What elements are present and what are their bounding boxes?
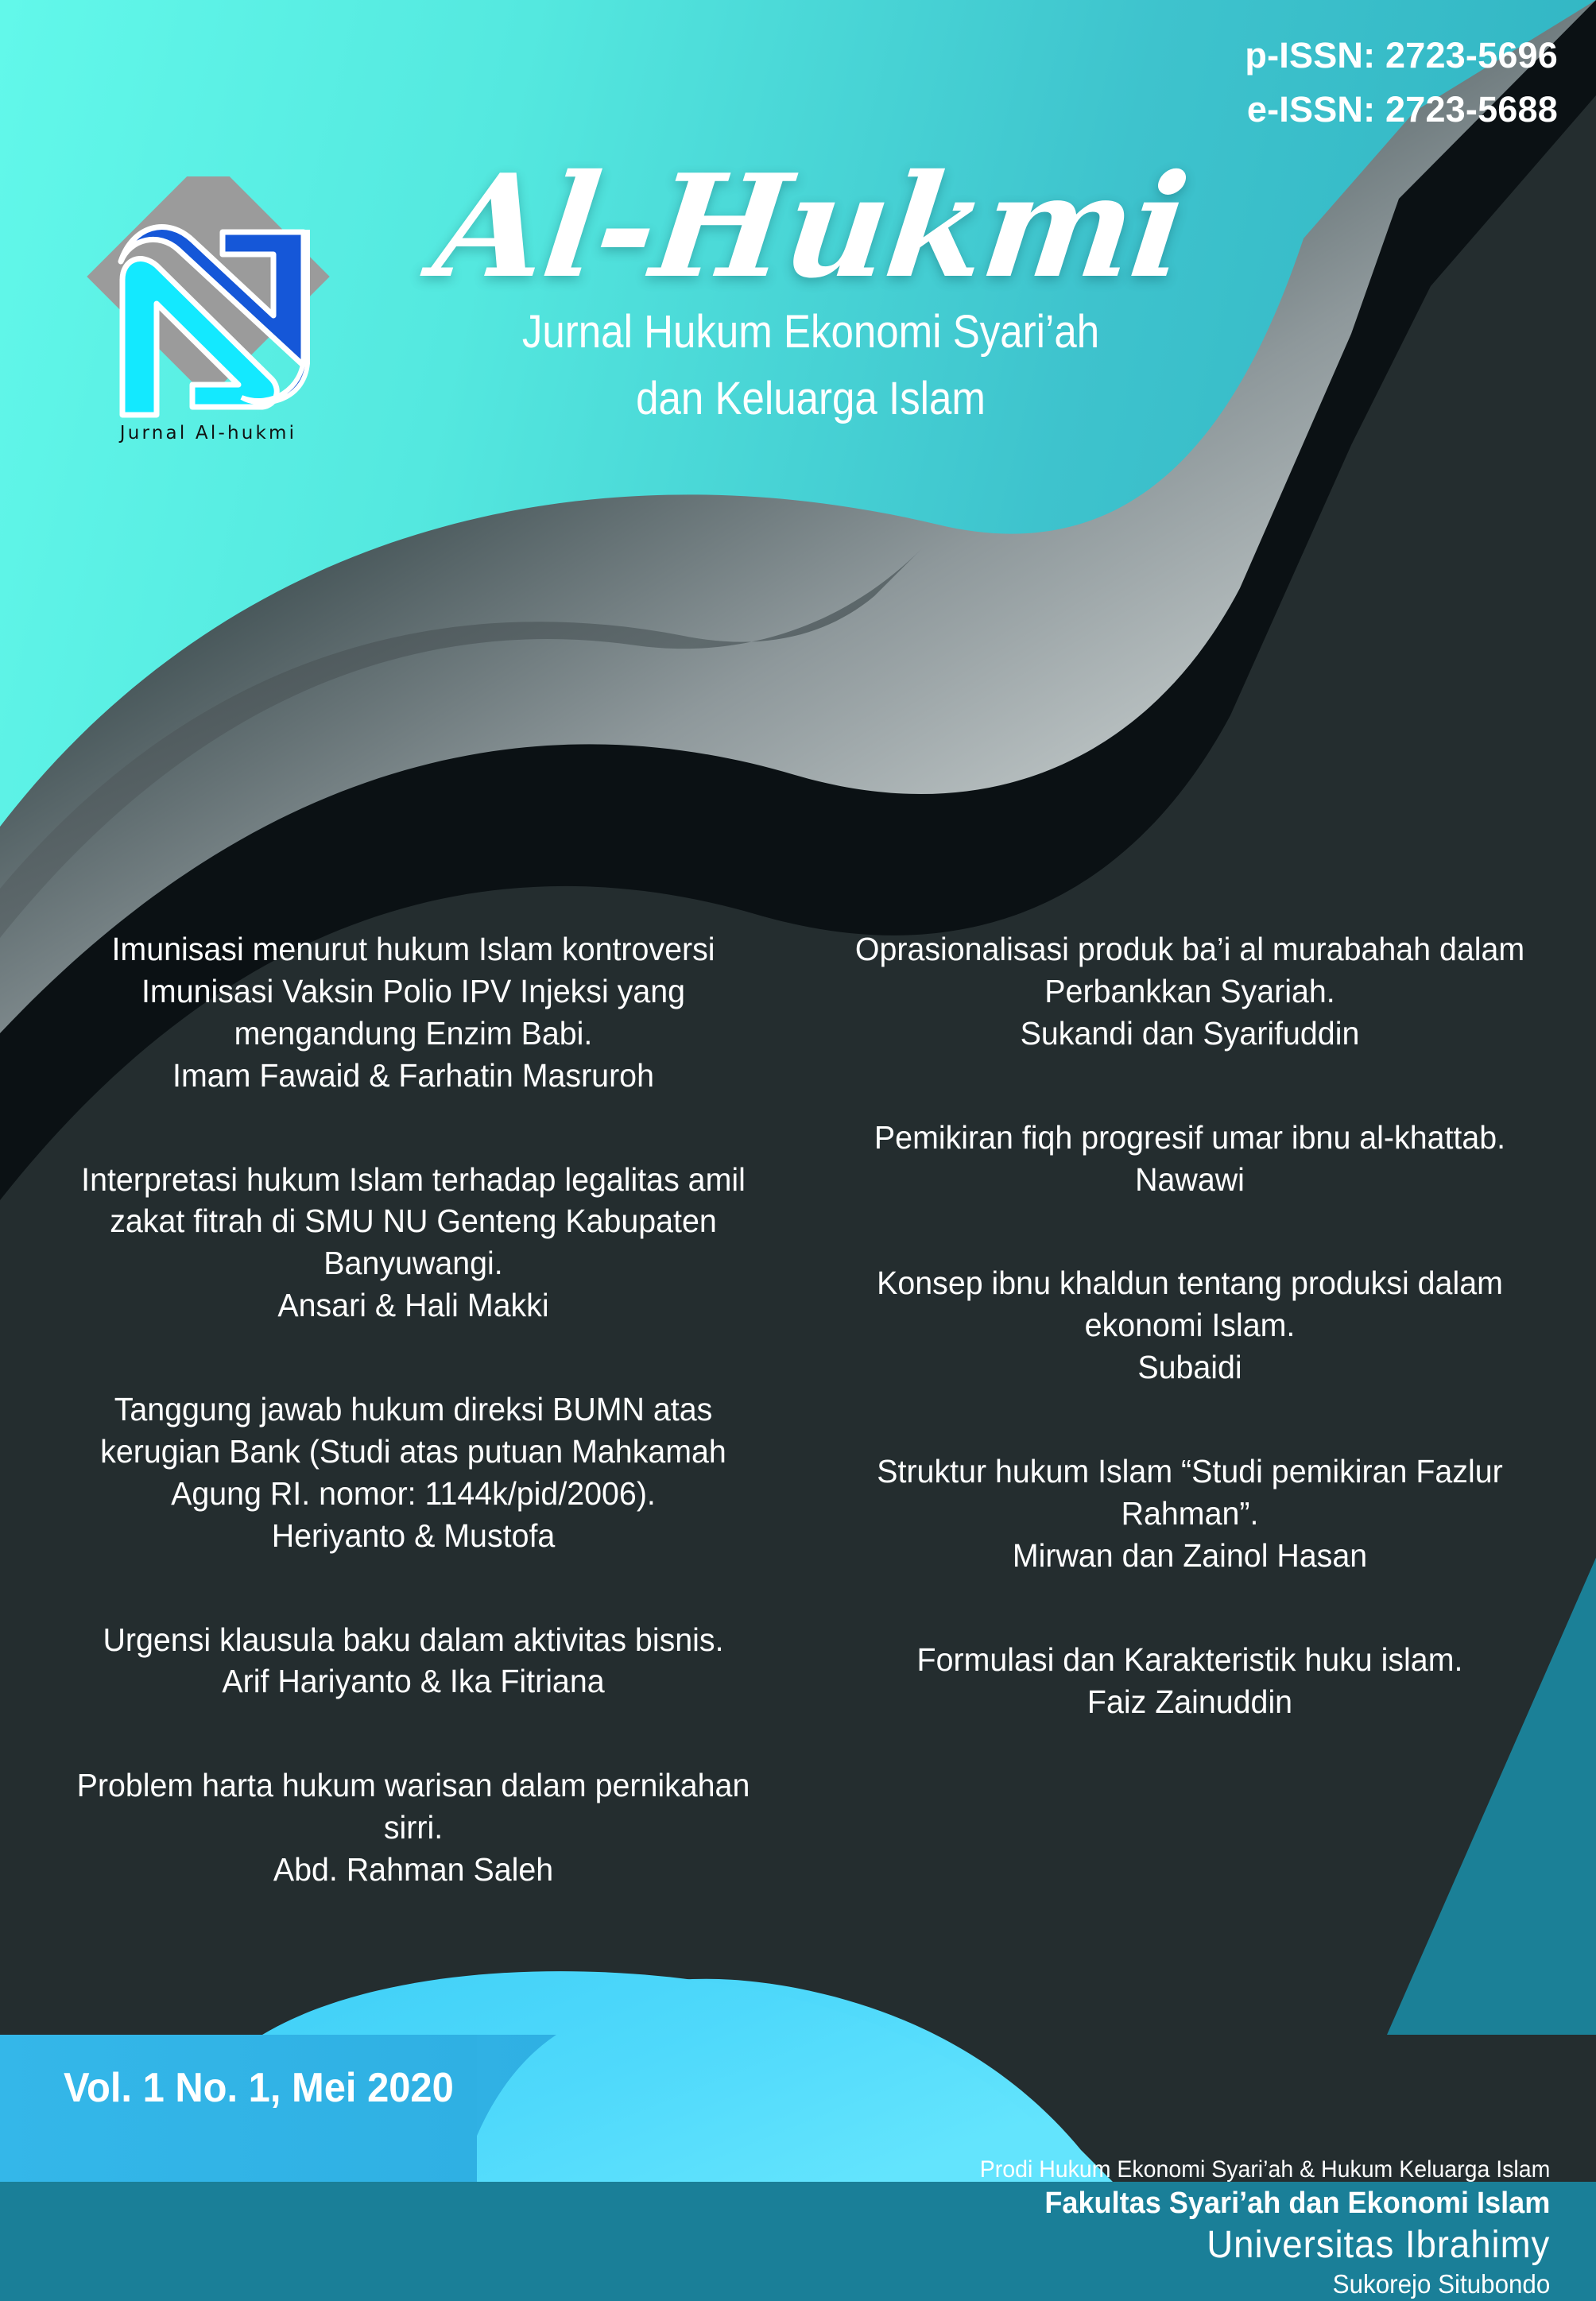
publisher-faculty: Fakultas Syari’ah dan Ekonomi Islam [1044,2186,1550,2220]
article-authors: Nawawi [1135,1160,1245,1198]
article-title: Pemikiran fiqh progresif umar ibnu al-khattab. [874,1118,1506,1156]
article-item [46,928,781,1097]
masthead [342,143,1280,428]
article-column-right [798,928,1567,1891]
volume-issue-date: Vol. 1 No. 1, Mei 2020 [64,2065,454,2111]
publisher-university: Universitas Ibrahimy [1206,2223,1550,2266]
journal-logo [73,176,343,451]
article-authors: Subaidi [1137,1349,1242,1386]
article-title: Problem harta hukum warisan dalam pernikahan sirri. [76,1767,750,1846]
e-issn: e-ISSN: 2723-5688 [1246,89,1558,130]
article-authors: Faiz Zainuddin [1087,1683,1293,1720]
article-list [0,928,1596,1891]
article-title: Urgensi klausula baku dalam aktivitas bisnis. [103,1621,724,1658]
article-item [830,1639,1550,1723]
p-issn: p-ISSN: 2723-5696 [1245,35,1558,76]
journal-subtitle-line2: dan Keluarga Islam [636,373,986,425]
article-authors: Heriyanto & Mustofa [271,1517,556,1554]
publisher-location: Sukorejo Situbondo [1332,2269,1550,2299]
article-authors: Imam Fawaid & Farhatin Masruroh [172,1056,654,1094]
journal-subtitle-line1: Jurnal Hukum Ekonomi Syari’ah [521,305,1100,358]
article-authors: Sukandi dan Syarifuddin [1020,1014,1360,1052]
article-authors: Mirwan dan Zainol Hasan [1012,1536,1368,1574]
journal-title: Al-Hukmi [427,143,1195,309]
article-column-left [29,928,798,1891]
article-item [46,1389,781,1557]
article-item [46,1764,781,1891]
publisher-program: Prodi Hukum Ekonomi Syari’ah & Hukum Keluarga Islam [979,2156,1550,2183]
article-title: Oprasionalisasi produk ba’i al murabahah dalam Perbankkan Syariah. [854,931,1525,1009]
article-item [46,1159,781,1327]
article-title: Formulasi dan Karakteristik huku islam. [916,1641,1463,1678]
article-item [830,928,1550,1055]
article-title: Tanggung jawab hukum direksi BUMN atas kerugian Bank (Studi atas putuan Mahkamah Agung RI. nomor: 1144k/pid/2006). [100,1391,726,1512]
article-title: Konsep ibnu khaldun tentang produksi dalam ekonomi Islam. [877,1265,1503,1344]
article-authors: Abd. Rahman Saleh [273,1851,554,1888]
logo-caption: Jurnal Al-hukmi [119,423,297,444]
article-item [830,1117,1550,1201]
publisher-block [950,2156,1550,2301]
article-title: Struktur hukum Islam “Studi pemikiran Fazlur Rahman”. [877,1453,1503,1532]
article-title: Interpretasi hukum Islam terhadap legalitas amil zakat fitrah di SMU NU Genteng Kabupaten Banyuwangi. [81,1160,746,1282]
article-authors: Arif Hariyanto & Ika Fitriana [222,1663,605,1700]
logo-mark [73,176,343,451]
article-item [46,1619,781,1703]
article-item [830,1262,1550,1389]
article-item [830,1451,1550,1577]
issn-block [1245,29,1558,138]
article-title: Imunisasi menurut hukum Islam kontroversi Imunisasi Vaksin Polio IPV Injeksi yang mengandung Enzim Babi. [111,931,715,1052]
article-authors: Ansari & Hali Makki [277,1287,549,1324]
